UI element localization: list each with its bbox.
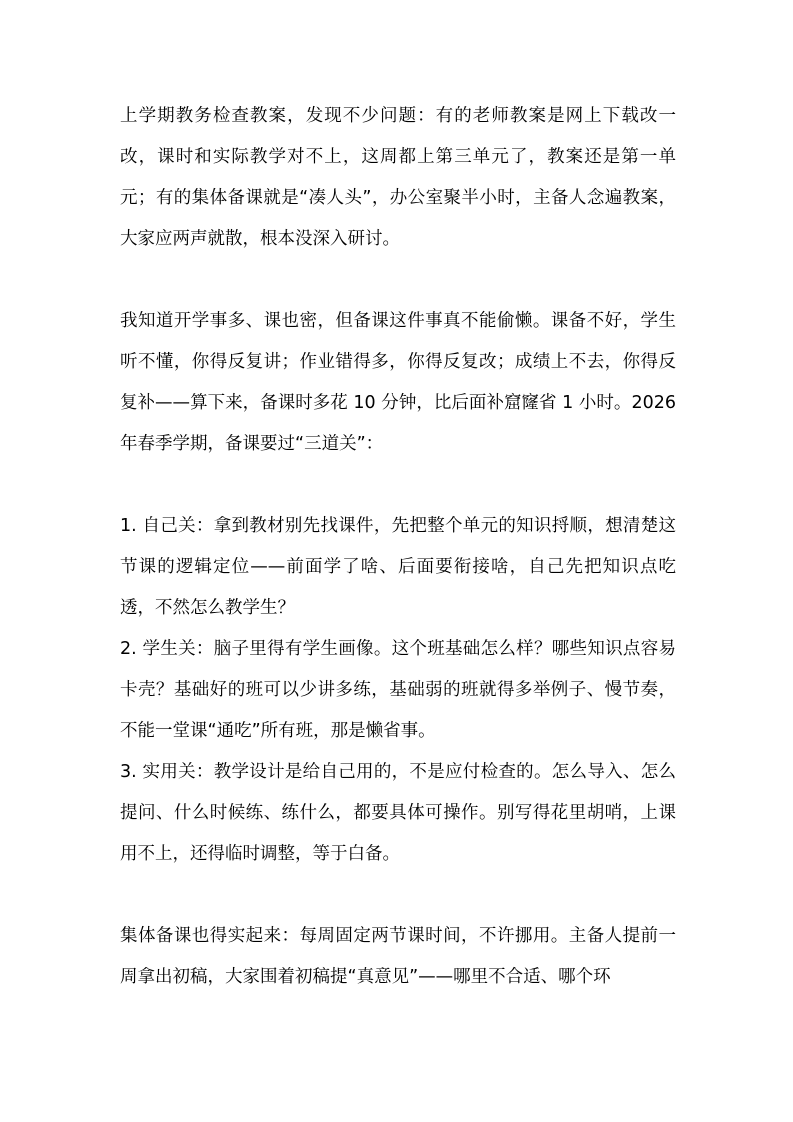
paragraph-collective-prep: 集体备课也得实起来：每周固定两节课时间，不许挪用。主备人提前一周拿出初稿，大家围着初稿提“真意见”——哪里不合适、哪个环	[120, 926, 676, 987]
paragraph-spacer	[120, 465, 676, 506]
paragraph-inspection-issues: 上学期教务检查教案，发现不少问题：有的老师教案是网上下载改一改，课时和实际教学对不上，这周都上第三单元了，教案还是第一单元；有的集体备课就是“凑人头”，办公室聚半小时，主备人念遍教案，大家应两声就散，根本没深入研讨。	[120, 106, 676, 249]
paragraph-lesson-prep-importance: 我知道开学事多、课也密，但备课这件事真不能偷懒。课备不好，学生听不懂，你得反复讲；作业错得多，你得反复改；成绩上不去，你得反复补——算下来，备课时多花 10 分钟，比后面补窟窿省 1 小时。2026 年春季学期，备课要过“三道关”：	[120, 311, 676, 454]
paragraph-spacer	[120, 260, 676, 301]
document-body	[120, 96, 676, 998]
list-item-self-check: 1. 自己关：拿到教材别先找课件，先把整个单元的知识捋顺，想清楚这节课的逻辑定位——前面学了啥、后面要衔接啥，自己先把知识点吃透，不然怎么教学生？	[120, 516, 676, 618]
list-item-student-check: 2. 学生关：脑子里得有学生画像。这个班基础怎么样？哪些知识点容易卡壳？基础好的班可以少讲多练，基础弱的班就得多举例子、慢节奏，不能一堂课“通吃”所有班，那是懒省事。	[120, 639, 676, 741]
list-item-practical-check: 3. 实用关：教学设计是给自己用的，不是应付检查的。怎么导入、怎么提问、什么时候练、练什么，都要具体可操作。别写得花里胡哨，上课用不上，还得临时调整，等于白备。	[120, 762, 676, 864]
paragraph-spacer	[120, 875, 676, 916]
